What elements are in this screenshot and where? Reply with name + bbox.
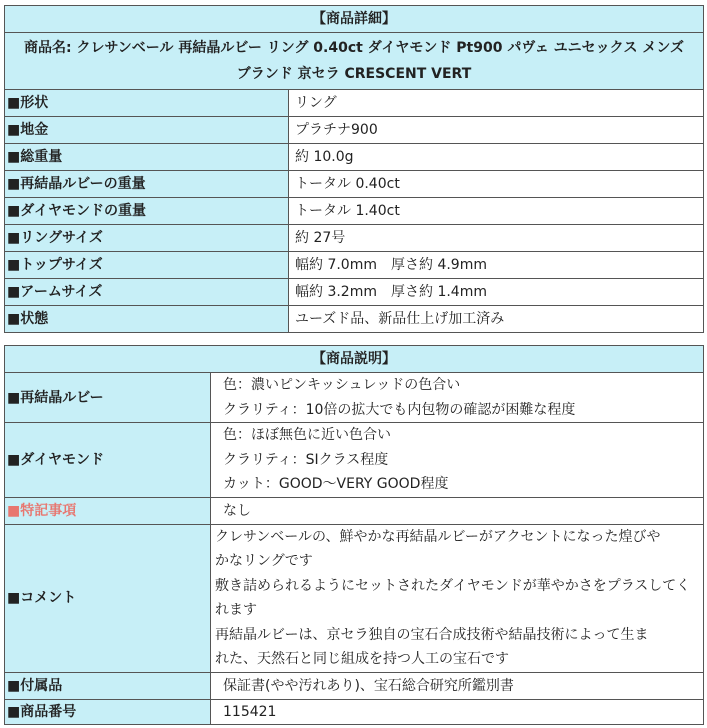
detail-label-top-size: トップサイズ xyxy=(20,257,103,273)
detail-row xyxy=(5,90,704,117)
detail-row xyxy=(5,144,704,171)
detail-row xyxy=(5,198,704,225)
diamond-label: ダイヤモンド xyxy=(20,451,104,468)
details-header: 【商品詳細】 xyxy=(5,6,704,33)
detail-value-top-size: 幅約 7.0mm 厚さ約 4.9mm xyxy=(289,252,704,279)
diamond-color-line: 色：ほぼ無色に近い色合い xyxy=(223,427,391,443)
comment-line: クレサンベールの、鮮やかな再結晶ルビーがアクセントになった煌びや xyxy=(215,528,661,545)
ruby-description xyxy=(211,373,704,423)
bullet-square-icon: ■ xyxy=(7,95,21,111)
detail-label-ruby-weight: 再結晶ルビーの重量 xyxy=(20,176,146,192)
bullet-square-icon: ■ xyxy=(7,311,21,327)
product-title xyxy=(5,33,704,90)
detail-value-total-weight: 約 10.0g xyxy=(289,144,704,171)
bullet-square-icon: ■ xyxy=(7,122,21,138)
detail-value-ruby-weight: トータル 0.40ct xyxy=(289,171,704,198)
diamond-description xyxy=(211,423,704,498)
accessories-value: 保証書(やや汚れあり)、宝石総合研究所鑑別書 xyxy=(211,672,704,699)
detail-row xyxy=(5,252,704,279)
bullet-square-icon: ■ xyxy=(7,149,21,165)
product-details-table xyxy=(4,5,704,333)
detail-row xyxy=(5,117,704,144)
ruby-color-line: 色：濃いピンキッシュレッドの色合い xyxy=(223,377,461,393)
comment-line: 敷き詰められるようにセットされたダイヤモンドが華やかさをプラスしてく xyxy=(215,577,691,594)
detail-row xyxy=(5,225,704,252)
details-header-row xyxy=(5,6,704,33)
description-row-ruby xyxy=(5,373,704,423)
comment-text xyxy=(211,524,704,672)
description-header: 【商品説明】 xyxy=(5,346,704,373)
detail-value-condition: ユーズド品、新品仕上げ加工済み xyxy=(289,306,704,333)
description-header-row xyxy=(5,346,704,373)
bullet-square-icon: ■ xyxy=(7,677,21,694)
product-title-line2: ブランド 京セラ CRESCENT VERT xyxy=(236,66,472,82)
detail-row xyxy=(5,306,704,333)
description-row-special xyxy=(5,497,704,524)
bullet-square-icon: ■ xyxy=(7,502,21,519)
detail-row xyxy=(5,279,704,306)
bullet-square-icon: ■ xyxy=(7,451,21,468)
detail-label-diamond-weight: ダイヤモンドの重量 xyxy=(20,203,146,219)
accessories-label: 付属品 xyxy=(20,677,63,694)
comment-line: かなリングです xyxy=(215,553,313,569)
bullet-square-icon: ■ xyxy=(7,230,21,246)
diamond-clarity-line: クラリティ：SIクラス程度 xyxy=(223,451,389,468)
special-notes-label: 特記事項 xyxy=(20,502,77,519)
description-row-comment xyxy=(5,524,704,672)
detail-label-metal: 地金 xyxy=(20,122,49,138)
detail-label-total-weight: 総重量 xyxy=(20,149,63,165)
description-row-accessories xyxy=(5,672,704,699)
comment-line: れた、天然石と同じ組成を持つ人工の宝石です xyxy=(215,651,509,667)
bullet-square-icon: ■ xyxy=(7,590,21,606)
description-row-diamond xyxy=(5,423,704,498)
comment-label: コメント xyxy=(20,590,77,606)
detail-row xyxy=(5,171,704,198)
detail-value-metal: プラチナ900 xyxy=(289,117,704,144)
bullet-square-icon: ■ xyxy=(7,203,21,219)
detail-value-diamond-weight: トータル 1.40ct xyxy=(289,198,704,225)
comment-line: 再結晶ルビーは、京セラ独自の宝石合成技術や結晶技術によって生ま xyxy=(215,626,649,643)
detail-label-arm-size: アームサイズ xyxy=(20,284,103,300)
detail-value-shape: リング xyxy=(289,90,704,117)
description-row-product-no xyxy=(5,699,704,724)
special-notes-value: なし xyxy=(211,497,704,524)
ruby-clarity-line: クラリティ：10倍の拡大でも内包物の確認が困難な程度 xyxy=(223,401,576,418)
product-title-line1: 商品名: クレサンベール 再結晶ルビー リング 0.40ct ダイヤモンド Pt900 パヴェ ユニセックス メンズ xyxy=(24,40,684,56)
comment-line: れます xyxy=(215,602,257,618)
bullet-square-icon: ■ xyxy=(7,389,21,406)
detail-label-shape: 形状 xyxy=(20,95,49,111)
ruby-label: 再結晶ルビー xyxy=(20,389,104,406)
product-number-label: 商品番号 xyxy=(20,703,77,720)
bullet-square-icon: ■ xyxy=(7,176,21,192)
detail-value-arm-size: 幅約 3.2mm 厚さ約 1.4mm xyxy=(289,279,704,306)
detail-label-ring-size: リングサイズ xyxy=(20,230,103,246)
detail-label-condition: 状態 xyxy=(20,311,49,327)
bullet-square-icon: ■ xyxy=(7,284,21,300)
bullet-square-icon: ■ xyxy=(7,257,21,273)
product-description-table xyxy=(4,345,704,725)
bullet-square-icon: ■ xyxy=(7,703,21,720)
product-title-row xyxy=(5,33,704,90)
diamond-cut-line: カット：GOOD〜VERY GOOD程度 xyxy=(223,476,449,492)
product-number-value: 115421 xyxy=(211,699,704,724)
detail-value-ring-size: 約 27号 xyxy=(289,225,704,252)
